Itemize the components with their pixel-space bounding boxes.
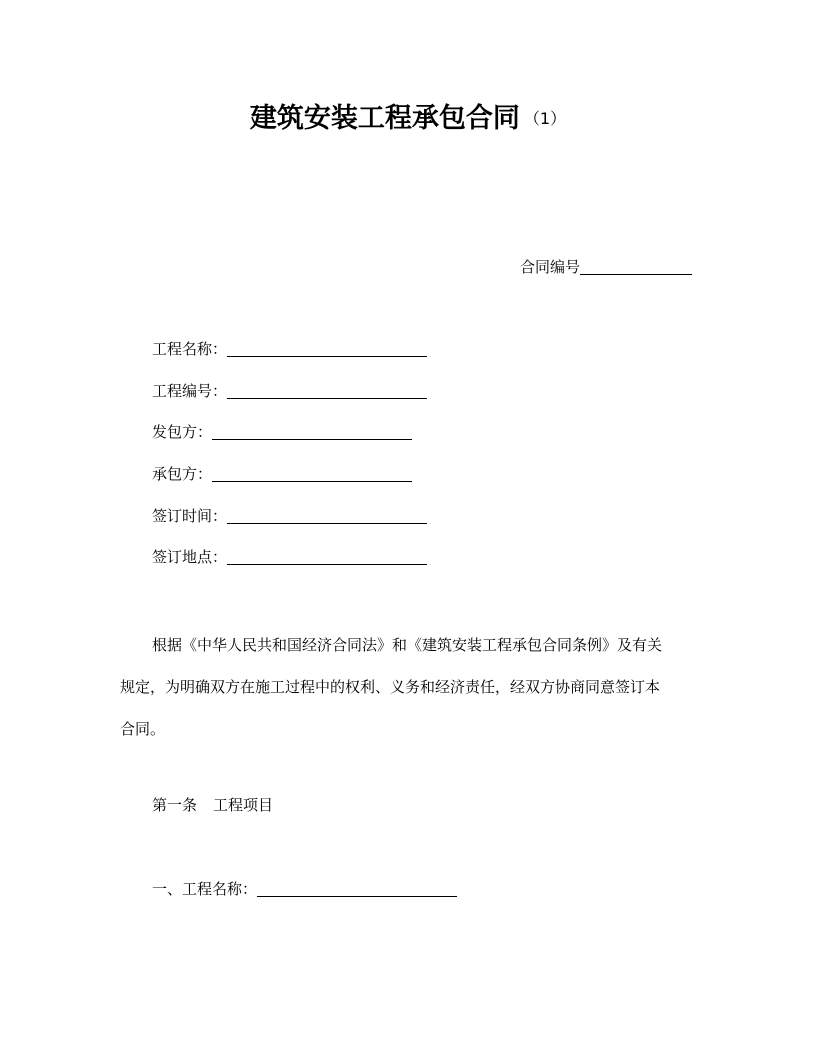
article-number: 第一条 [152,796,198,814]
contract-number-row [520,256,692,277]
field-employer [152,422,412,442]
field-label: 签订时间： [152,507,228,525]
contract-number-label: 合同编号 [520,258,581,276]
field-blank[interactable] [227,550,427,565]
field-signing-time [152,506,427,526]
field-contractor [152,464,412,484]
field-blank[interactable] [212,467,412,482]
field-blank[interactable] [212,425,412,440]
field-label: 工程名称： [152,340,228,358]
title-main: 建筑安装工程承包合同 [249,103,520,134]
preamble-line: 合同。 [120,720,166,738]
article-title: 工程项目 [213,796,274,814]
field-project-number [152,381,427,401]
item-label: 一、工程名称： [152,880,258,898]
field-label: 签订地点： [152,548,228,566]
preamble-line: 规定，为明确双方在施工过程中的权利、义务和经济责任，经双方协商同意签订本 [120,678,661,696]
item-project-name [152,878,457,899]
field-blank[interactable] [227,384,427,399]
field-label: 承包方： [152,465,213,483]
document-title [0,96,816,135]
contract-number-blank[interactable] [580,260,692,275]
preamble-paragraph [120,624,700,750]
field-signing-place [152,547,427,567]
field-blank[interactable] [227,509,427,524]
article-heading [152,794,273,815]
field-project-name [152,339,427,359]
preamble-line: 根据《中华人民共和国经济合同法》和《建筑安装工程承包合同条例》及有关 [152,636,663,654]
title-suffix: （1） [523,109,567,128]
item-blank[interactable] [257,882,457,897]
field-blank[interactable] [227,342,427,357]
field-label: 工程编号： [152,382,228,400]
field-label: 发包方： [152,423,213,441]
